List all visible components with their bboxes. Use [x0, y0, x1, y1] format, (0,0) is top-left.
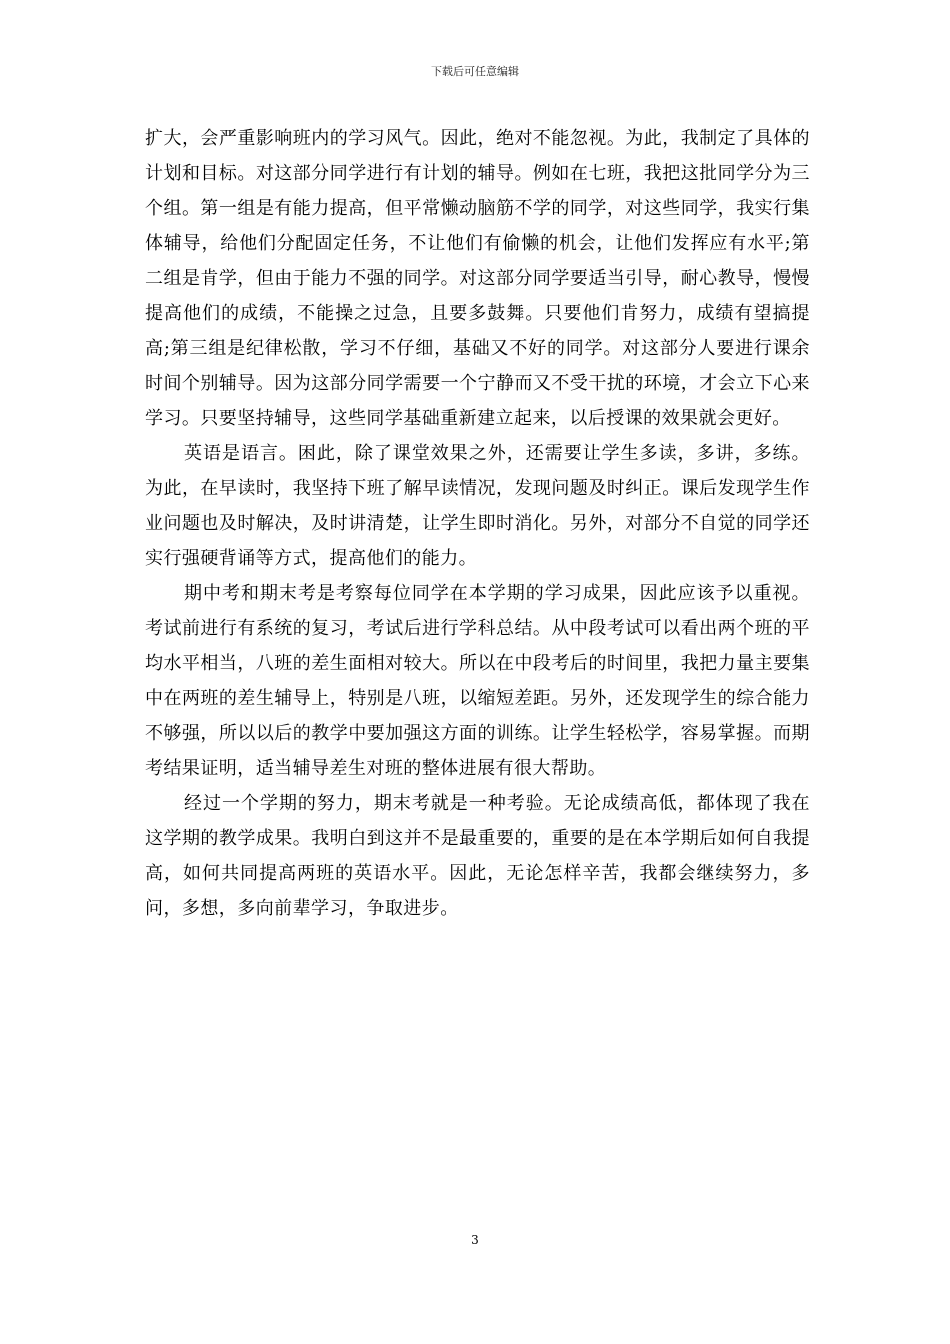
paragraph-continued: 扩大，会严重影响班内的学习风气。因此，绝对不能忽视。为此，我制定了具体的计划和目标。对这部分同学进行有计划的辅导。例如在七班，我把这批同学分为三个组。第一组是有能力提高，但平常懒动脑筋不学的同学，对这些同学，我实行集体辅导，给他们分配固定任务，不让他们有偷懒的机会，让他们发挥应有水平;第二组是肯学，但由于能力不强的同学。对这部分同学要适当引导，耐心教导，慢慢提高他们的成绩，不能操之过急，且要多鼓舞。只要他们肯努力，成绩有望搞提高;第三组是纪律松散，学习不仔细，基础又不好的同学。对这部分人要进行课余时间个别辅导。因为这部分同学需要一个宁静而又不受干扰的环境，才会立下心来学习。只要坚持辅导，这些同学基础重新建立起来，以后授课的效果就会更好。	[145, 128, 810, 429]
paragraph-english-practice: 英语是语言。困此，除了课堂效果之外，还需要让学生多读，多讲，多练。为此，在早读时，我坚持下班了解早读情况，发现问题及时纠正。课后发现学生作业问题也及时解决，及时讲清楚，让学生即时消化。另外，对部分不自觉的同学还实行强硬背诵等方式，提高他们的能力。	[145, 443, 810, 569]
page-header: 下载后可任意编辑	[431, 65, 519, 78]
page-number: 3	[471, 1233, 479, 1247]
paragraph-conclusion: 经过一个学期的努力，期末考就是一种考验。无论成绩高低，都体现了我在这学期的教学成果。我明白到这并不是最重要的，重要的是在本学期后如何自我提高，如何共同提高两班的英语水平。因此，无论怎样辛苦，我都会继续努力，多问，多想，多向前辈学习，争取进步。	[145, 793, 810, 919]
document-body	[145, 121, 810, 926]
paragraph-exams: 期中考和期末考是考察每位同学在本学期的学习成果，因此应该予以重视。考试前进行有系统的复习，考试后进行学科总结。从中段考试可以看出两个班的平均水平相当，八班的差生面相对较大。所以在中段考后的时间里，我把力量主要集中在两班的差生辅导上，特别是八班，以缩短差距。另外，还发现学生的综合能力不够强，所以以后的教学中要加强这方面的训练。让学生轻松学，容易掌握。而期考结果证明，适当辅导差生对班的整体进展有很大帮助。	[145, 583, 810, 779]
